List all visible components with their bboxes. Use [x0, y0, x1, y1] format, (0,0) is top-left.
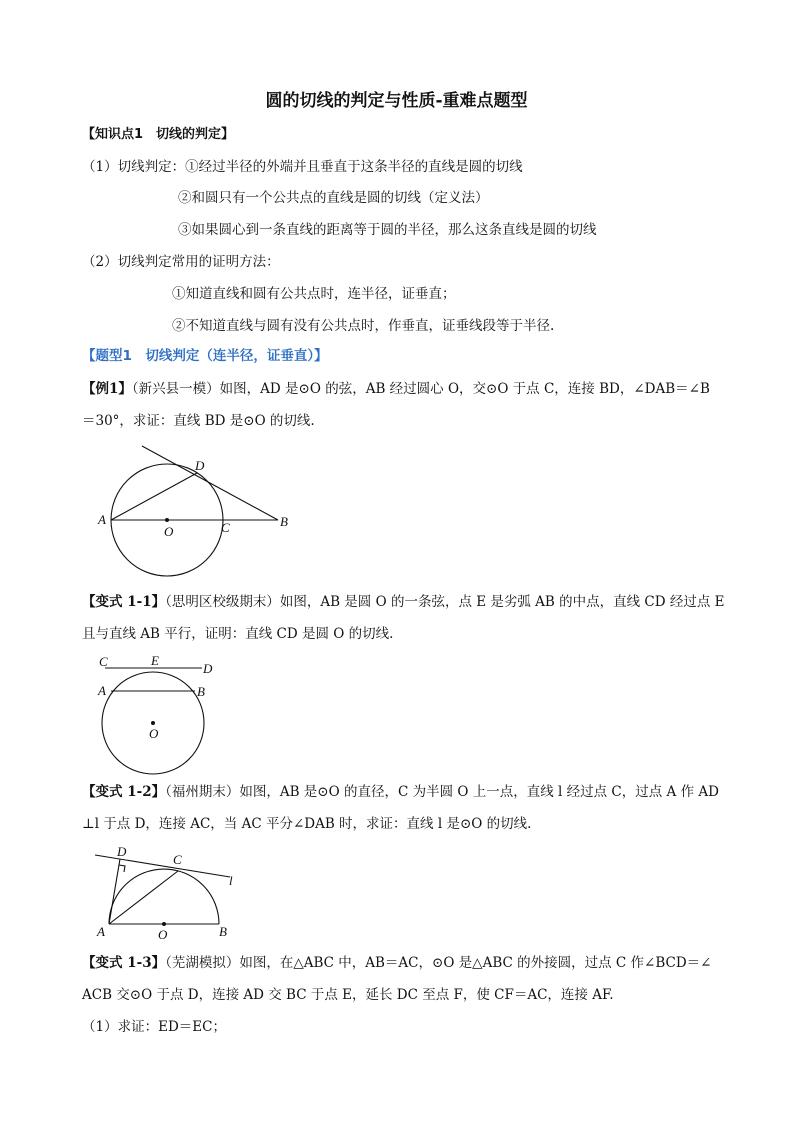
v11-label-C: C — [99, 654, 108, 669]
v12-line-1 — [82, 783, 719, 801]
ex1-label-B: B — [280, 514, 288, 529]
v11-label-O: O — [149, 726, 159, 741]
v12-line-2: ⊥l 于点 D，连接 AC，当 AC 平分∠DAB 时，求证：直线 l 是⊙O 的切线. — [82, 816, 532, 832]
v12-chord-AC — [109, 871, 178, 924]
knowledge-item-2: （2）切线判定常用的证明方法： — [82, 254, 280, 270]
knowledge-item-1: （1）切线判定：①经过半径的外端并且垂直于这条半径的直线是圆的切线 — [82, 159, 523, 175]
v12-label-A: A — [97, 924, 105, 939]
v12-label-l: l — [229, 873, 233, 888]
v11-label-A: A — [98, 683, 106, 698]
v13-text-1: 如图，在△ABC 中，AB＝AC，⊙O 是△ABC 的外接圆，过点 C 作∠BCD＝∠ — [239, 955, 712, 971]
v11-label-D: D — [203, 661, 213, 676]
v12-label-O: O — [158, 927, 168, 942]
ex1-line-1 — [82, 380, 710, 398]
knowledge-item-1c: ③如果圆心到一条直线的距离等于圆的半径，那么这条直线是圆的切线 — [178, 222, 597, 238]
ex1-label-C: C — [221, 520, 230, 535]
v13-line-1 — [82, 954, 711, 972]
ex1-label-O: O — [164, 524, 174, 539]
ex1-figure — [90, 440, 310, 580]
v13-line-2: ACB 交⊙O 于点 D，连接 AD 交 BC 于点 E，延长 DC 至点 F，使 CF＝AC，连接 AF. — [82, 987, 614, 1003]
knowledge-item-1b: ②和圆只有一个公共点的直线是圆的切线（定义法） — [178, 190, 489, 206]
v12-label: 【变式 1-2】 — [82, 784, 166, 800]
v11-source: （思明区校级期末） — [165, 594, 280, 610]
ex1-label-A: A — [98, 512, 106, 527]
v12-line-l — [95, 855, 230, 877]
ex1-label: 【例1】 — [82, 381, 132, 397]
v11-label-B: B — [197, 684, 205, 699]
ex1-label-D: D — [195, 458, 205, 473]
ex1-tangent-BD — [142, 446, 278, 520]
page-title: 圆的切线的判定与性质-重难点题型 — [265, 91, 528, 111]
v12-label-C: C — [173, 852, 182, 867]
v13-label: 【变式 1-3】 — [82, 955, 166, 971]
knowledge-item-2a: ①知道直线和圆有公共点时，连半径，证垂直； — [172, 286, 456, 302]
v12-center-dot — [162, 922, 166, 926]
v12-source: （福州期末） — [165, 784, 240, 800]
ex1-chord-AD — [111, 473, 197, 520]
v12-figure — [90, 840, 250, 945]
ex1-line-2: ＝30°，求证：直线 BD 是⊙O 的切线. — [82, 413, 315, 429]
ex1-text-1: 如图，AD 是⊙O 的弦，AB 经过圆心 O，交⊙O 于点 C，连接 BD，∠DAB＝∠B — [219, 381, 710, 397]
v12-label-D: D — [117, 844, 127, 859]
knowledge-item-2b: ②不知道直线与圆有没有公共点时，作垂直，证垂线段等于半径. — [172, 318, 555, 334]
v12-segment-AD — [109, 859, 120, 924]
v12-text-1: 如图，AB 是⊙O 的直径，C 为半圆 O 上一点，直线 l 经过点 C，过点 A 作 AD — [239, 784, 719, 800]
v13-line-3: （1）求证：ED＝EC； — [82, 1019, 226, 1035]
ex1-source: （新兴县一模） — [131, 381, 220, 397]
v13-source: （芜湖模拟） — [165, 955, 240, 971]
v11-text-1: 如图，AB 是圆 O 的一条弦，点 E 是劣弧 AB 的中点，直线 CD 经过点 E — [279, 594, 725, 610]
type1-heading: 【题型1 切线判定（连半径，证垂直）】 — [82, 348, 328, 364]
v11-line-2: 且与直线 AB 平行，证明：直线 CD 是圆 O 的切线. — [82, 626, 394, 642]
v11-label-E: E — [151, 653, 159, 668]
v12-right-angle-mark — [119, 865, 125, 872]
ex1-center-dot — [165, 518, 169, 522]
v11-center-dot — [151, 721, 155, 725]
v12-label-B: B — [219, 924, 227, 939]
v11-label: 【变式 1-1】 — [82, 594, 166, 610]
v11-line-1 — [82, 593, 725, 611]
knowledge-heading: 【知识点1 切线的判定】 — [82, 127, 235, 142]
v12-semicircle — [109, 869, 219, 924]
v11-figure — [90, 650, 230, 775]
